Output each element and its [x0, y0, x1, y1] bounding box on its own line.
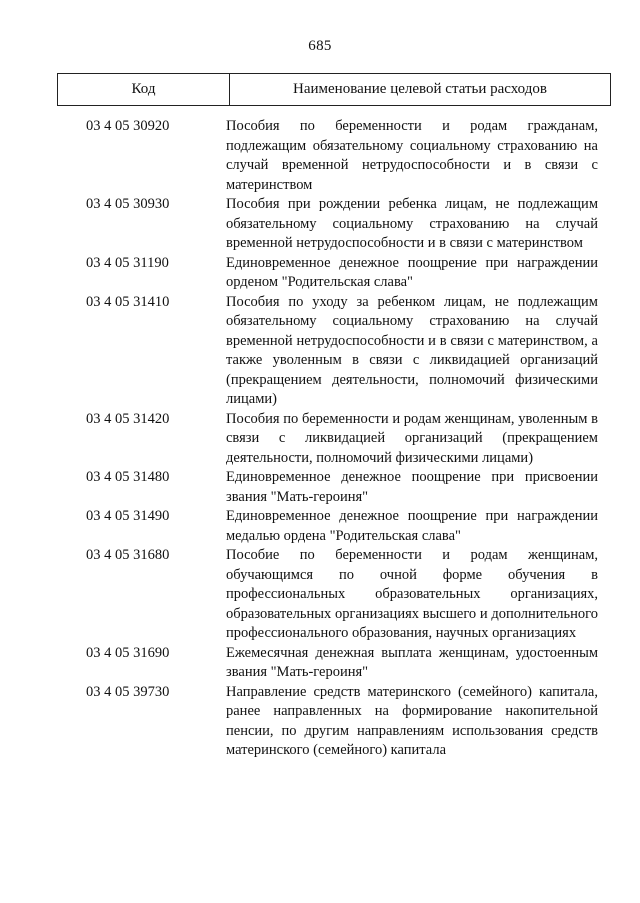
row-description: Пособие по беременности и родам женщинам, обучающимся по очной форме обучения в профессиональных образовательных организациях, образовательных организациях высшего и дополнительного профессионального образования, научных организациях: [226, 547, 598, 641]
table-row: [0, 468, 640, 507]
row-code: 03 4 05 31420: [86, 410, 170, 427]
header-code: Код: [58, 74, 230, 105]
row-description: Пособия при рождении ребенка лицам, не подлежащим обязательному социальному страхованию на случай временной нетрудоспособности и в связи с материнством: [226, 196, 598, 251]
table-row: [0, 293, 640, 410]
table-row: [0, 683, 640, 761]
row-description: Пособия по беременности и родам женщинам, уволенным в связи с ликвидацией организаций (прекращением деятельности, полномочий физическими лицами): [226, 410, 598, 466]
row-description: Пособия по беременности и родам гражданам, подлежащим обязательному социальному страхованию на случай временной нетрудоспособности и в связи с материнством: [226, 118, 598, 193]
row-description: Пособия по уходу за ребенком лицам, не подлежащим обязательному социальному страхованию на случай временной нетрудоспособности и в связи с материнством, а также уволенным в связи с ликвидацией организаций (прекращением деятельности, полномочий физическими лицами): [226, 293, 598, 407]
table-row: [0, 410, 640, 469]
row-code: 03 4 05 31410: [86, 293, 170, 310]
table-row: [0, 195, 640, 254]
table-body: [0, 117, 640, 761]
row-code: 03 4 05 31190: [86, 254, 169, 271]
row-code: 03 4 05 39730: [86, 683, 170, 700]
row-description: Единовременное денежное поощрение при награждении орденом "Родительская слава": [226, 254, 598, 290]
row-code: 03 4 05 31680: [86, 547, 170, 563]
table-row: [0, 546, 640, 644]
row-description: Единовременное денежное поощрение при награждении медалью ордена "Родительская слава": [226, 508, 598, 544]
row-code: 03 4 05 31480: [86, 469, 170, 485]
table-header: [57, 73, 611, 106]
row-code: 03 4 05 31690: [86, 644, 170, 661]
table-row: [0, 254, 640, 293]
page-number: 685: [308, 38, 332, 54]
row-description: Ежемесячная денежная выплата женщинам, удостоенным звания "Мать-героиня": [226, 644, 598, 680]
table-row: [0, 507, 640, 546]
row-code: 03 4 05 30930: [86, 196, 170, 212]
header-name: Наименование целевой статьи расходов: [293, 81, 547, 97]
row-code: 03 4 05 31490: [86, 508, 170, 524]
row-description: Направление средств материнского (семейного) капитала, ранее направленных на формирование накопительной пенсии, по другим направлениям использования средств материнского (семейного) капитала: [226, 683, 598, 758]
row-code: 03 4 05 30920: [86, 118, 170, 134]
table-row: [0, 644, 640, 683]
row-description: Единовременное денежное поощрение при присвоении звания "Мать-героиня": [226, 469, 598, 505]
table-row: [0, 117, 640, 195]
